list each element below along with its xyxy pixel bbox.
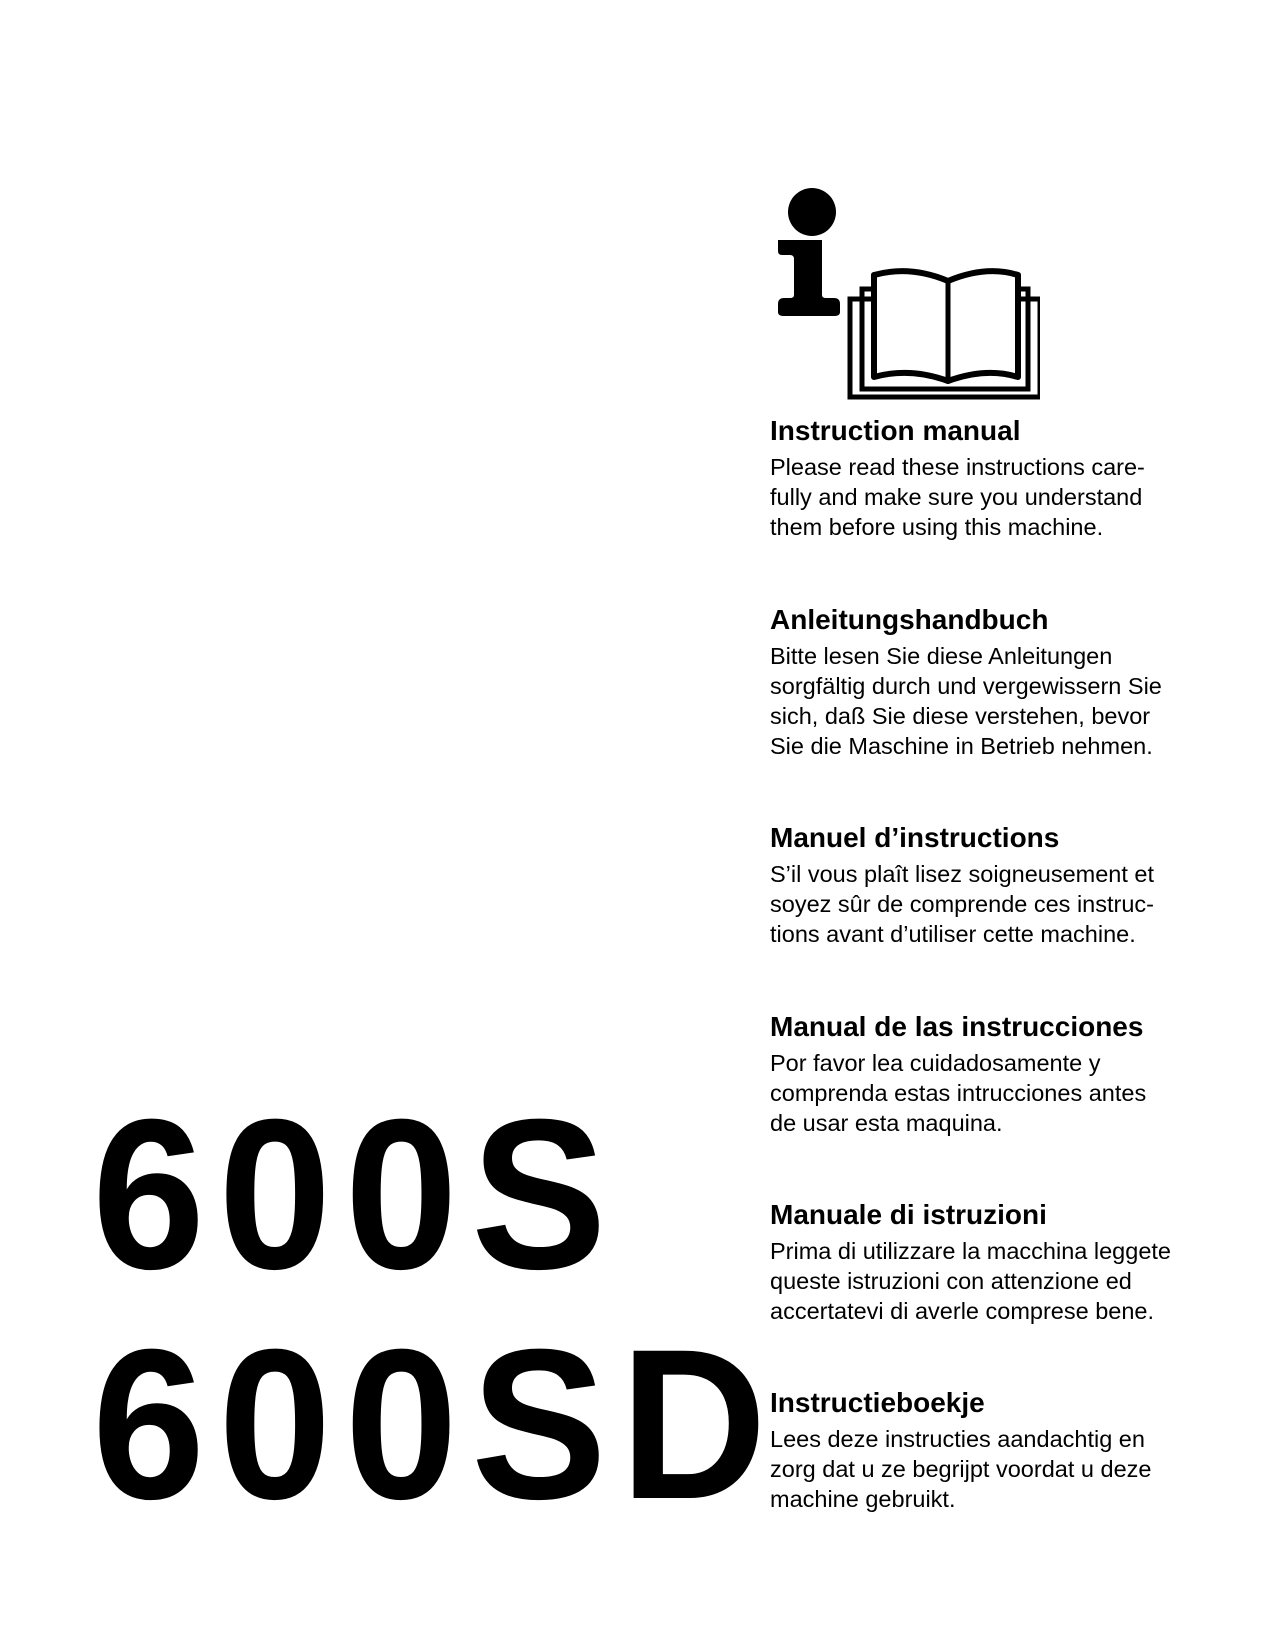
section-text: Lees deze instructies aandachtig en zorg dat u ze begrijpt voordat u deze machine gebruikt.	[770, 1426, 1152, 1512]
section-english	[770, 414, 1230, 542]
section-heading: Instruction manual	[770, 415, 1021, 446]
model-number-600sd: 600SD	[92, 1305, 781, 1544]
section-heading: Manuale di istruzioni	[770, 1199, 1047, 1230]
section-italian	[770, 1198, 1230, 1326]
section-heading: Instructieboekje	[770, 1387, 985, 1418]
section-text: Por favor lea cuidadosamente y comprenda estas intrucciones antes de usar esta maquina.	[770, 1050, 1147, 1136]
model-number-600s: 600S	[92, 1075, 621, 1314]
section-text: Prima di utilizzare la macchina leggete queste istruzioni con attenzione ed accertatevi di averle comprese bene.	[770, 1238, 1171, 1324]
section-text: Bitte lesen Sie diese Anleitungen sorgfältig durch und vergewissern Sie sich, daß Sie diese verstehen, bevor Sie die Maschine in Betrieb nehmen.	[770, 643, 1162, 759]
info-book-icon	[770, 185, 1040, 400]
section-french	[770, 821, 1230, 949]
section-text: Please read these instructions care- fully and make sure you understand them before using this machine.	[770, 454, 1145, 540]
section-german	[770, 603, 1230, 761]
section-heading: Anleitungshandbuch	[770, 604, 1049, 635]
section-heading: Manual de las instrucciones	[770, 1011, 1144, 1042]
section-spanish	[770, 1010, 1230, 1138]
section-dutch	[770, 1386, 1230, 1514]
section-text: S’il vous plaît lisez soigneusement et soyez sûr de comprende ces instruc- tions avant d’utiliser cette machine.	[770, 861, 1155, 947]
section-heading: Manuel d’instructions	[770, 822, 1060, 853]
